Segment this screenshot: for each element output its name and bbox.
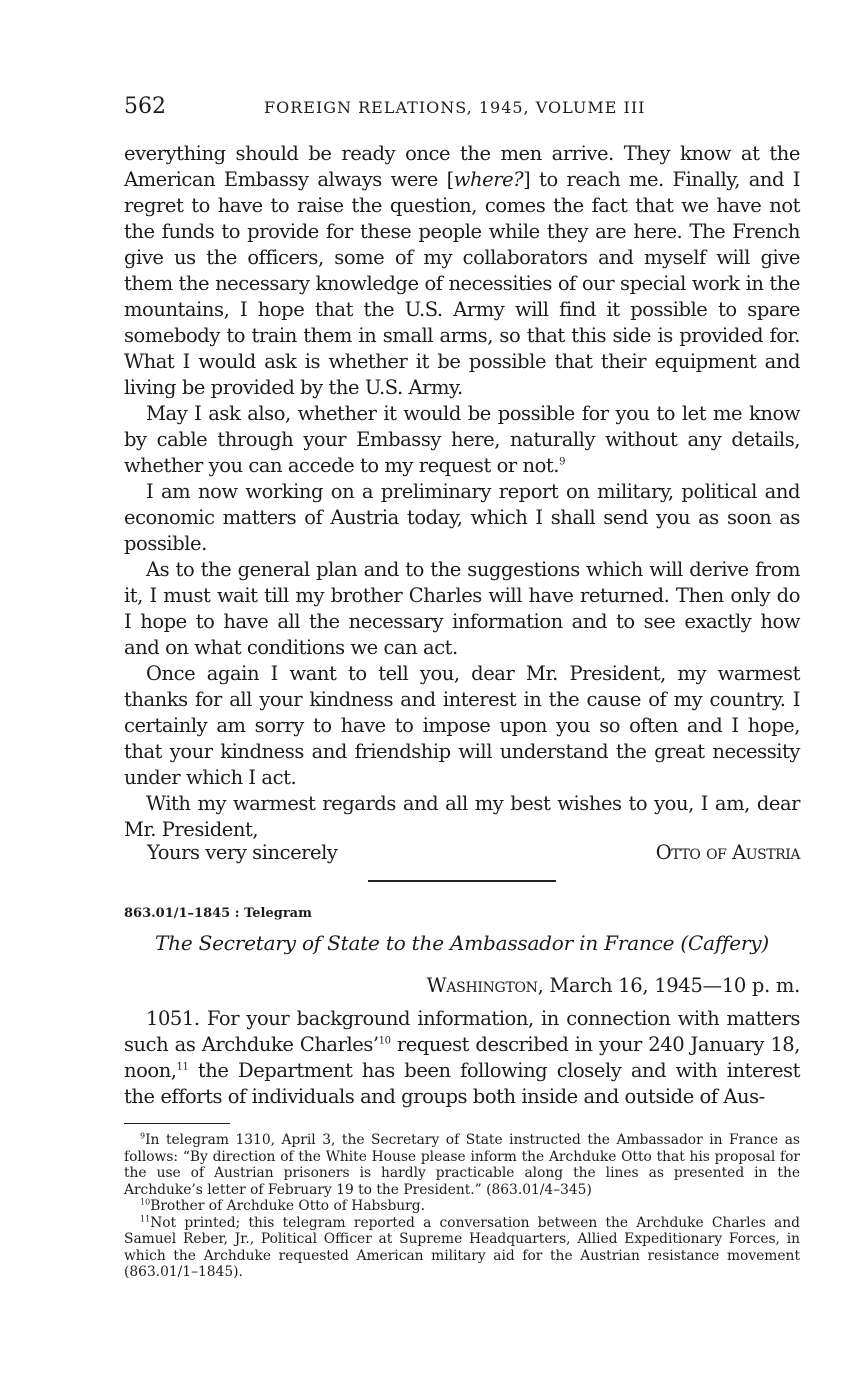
letter-paragraph-4: As to the general plan and to the suggestions which will derive from it, I must wait till my brother Charles will have returned. Then only do I hope to have all the necessary information and to see exactly how and on what conditions we can act. <box>124 558 800 659</box>
letter-paragraph-6: With my warmest regards and all my best wishes to you, I am, dear Mr. President, <box>124 792 800 841</box>
letter-body <box>124 141 800 843</box>
telegram-body <box>124 1006 800 1110</box>
section-divider <box>368 880 556 882</box>
signature: Otto of Austria <box>655 841 800 864</box>
footnote-ref-10: 10 <box>378 1035 391 1047</box>
footnote-ref-9: 9 <box>559 456 565 468</box>
letter-paragraph-3: I am now working on a preliminary report on military, political and economic matters of Austria today, which I shall send you as soon as possible. <box>124 480 800 555</box>
footnote-10: $^{10}$Brother of Archduke Otto of Habsburg. <box>140 1197 425 1214</box>
letter-closing <box>147 841 800 869</box>
footnotes <box>124 1132 800 1281</box>
running-head: FOREIGN RELATIONS, 1945, VOLUME III <box>264 98 646 117</box>
telegram-paragraph: 1051. For your background information, in connection with matters such as Archduke Charles’$^{10}$ request described in your 240 January 18, noon,$^{11}$ the Department has been following closely and with interest the efforts of individuals and groups both inside and outside of Aus- <box>124 1007 800 1108</box>
footnote-9: $^9$In telegram 1310, April 3, the Secretary of State instructed the Ambassador in France as follows: “By direction of the White House please inform the Archduke Otto that his proposal for the use of Austrian prisoners is hardly practicable along the lines as presented in the Archduke’s letter of February 19 to the President.” (863.01/4–345) <box>124 1131 800 1198</box>
letter-paragraph-1: everything should be ready once the men arrive. They know at the American Embassy always were [where?] to reach me. Finally, and I regret to have to raise the question, comes the fact that we have not the funds to provide for these people while they are here. The French give us the officers, some of my collaborators and myself will give them the necessary knowledge of necessities of our special work in the mountains, I hope that the U.S. Army will find it possible to spare somebody to train them in small arms, so that this side is provided for. What I would ask is whether it be possible that their equipment and living be provided by the U.S. Army. <box>124 142 800 399</box>
document-title: The Secretary of State to the Ambassador in France (Caffery) <box>155 931 769 955</box>
letter-paragraph-5: Once again I want to tell you, dear Mr. President, my warmest thanks for all your kindness and interest in the cause of my country. I certainly am sorry to have to impose upon you so often and I hope, that your kindness and friendship will understand the great necessity under which I act. <box>124 662 800 789</box>
footnote-11: $^{11}$Not printed; this telegram reported a conversation between the Archduke Charles and Samuel Reber, Jr., Political Officer at Supreme Headquarters, Allied Expeditionary Forces, in which the Archduke requested American military aid for the Austrian resistance movement (863.01/1–1845). <box>124 1213 800 1280</box>
page-number: 562 <box>124 94 166 119</box>
page-header <box>124 94 800 124</box>
letter-paragraph-2: May I ask also, whether it would be possible for you to let me know by cable through your Embassy here, naturally without any details, whether you can accede to my request or not.$^9$ <box>124 402 800 477</box>
complimentary-close: Yours very sincerely <box>147 841 338 864</box>
footnote-ref-11: 11 <box>176 1061 189 1073</box>
dateline: Washington, March 16, 1945—10 p. m. <box>426 974 800 997</box>
file-reference: 863.01/1–1845 : Telegram <box>124 906 312 921</box>
footnote-rule <box>124 1123 230 1124</box>
